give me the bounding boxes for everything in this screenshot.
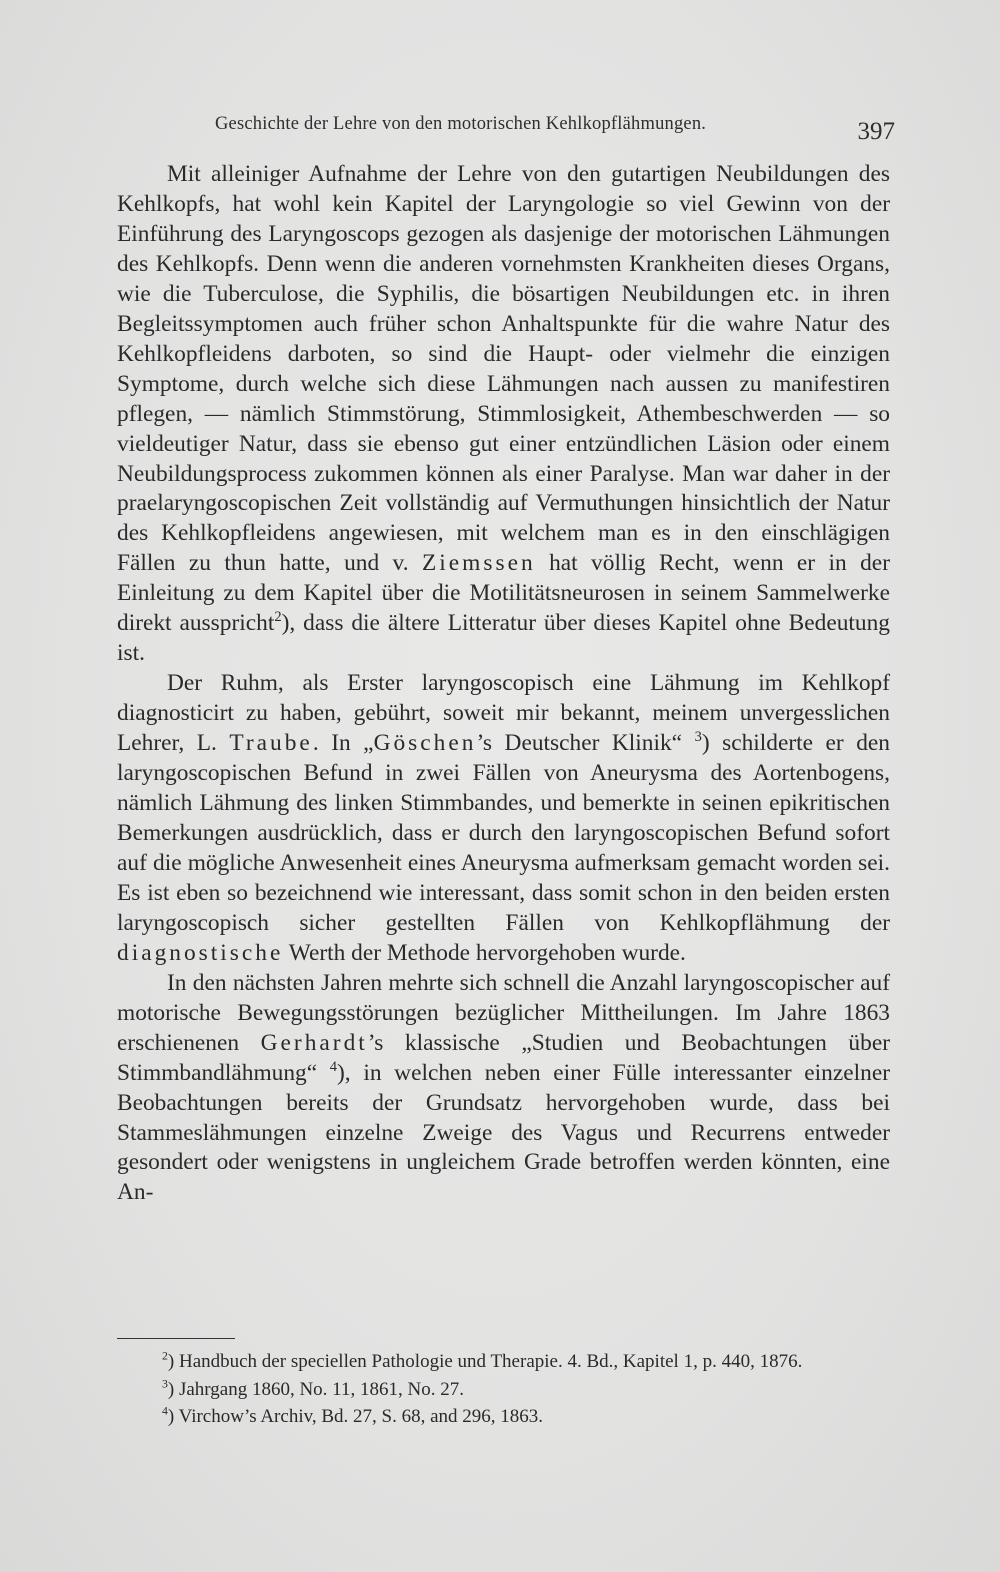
text-segment: ), dass die ältere Litteratur über dieses Kapitel ohne Bedeutung ist.: [117, 610, 890, 667]
author-name-traube: Traube: [229, 730, 313, 757]
page-header: [215, 112, 895, 148]
footnote-reference: 3: [694, 729, 702, 746]
text-segment: Werth der Methode hervorgehoben wurde.: [283, 939, 686, 966]
footnote-marker: 4: [162, 1404, 168, 1418]
text-segment: ), in welchen neben einer Fülle interessanter einzelner Beobachtungen bereits der Grundsatz hervorgehoben wurde, dass bei Stammeslähmungen einzelne Zweige des Vagus und Recurrens entweder gesondert oder wenigstens in ungleichem Grade betroffen werden könnten, eine An-: [117, 1059, 890, 1206]
footnote-marker: 3: [162, 1377, 168, 1391]
footnotes: [117, 1348, 890, 1431]
main-text: [117, 160, 890, 1208]
emphasis-diagnostische: diagnostische: [117, 939, 284, 966]
text-segment: ’s Deutscher Klinik“: [476, 730, 695, 757]
text-segment: Mit alleiniger Aufnahme der Lehre von den gutartigen Neubildungen des Kehlkopfs, hat wohl kein Kapitel der Laryngologie so viel Gewinn von der Einführung des Laryngoscops gezogen als dasjenige der motorischen Lähmungen des Kehlkopfs. Denn wenn die anderen vornehmsten Krankheiten dieses Organs, wie die Tuberculose, die Syphilis, die bösartigen Neubildungen etc. in ihren Begleitssymptomen auch früher schon Anhaltspunkte für die wahre Natur des Kehlkopfleidens darboten, so sind die Haupt- oder vielmehr die einzigen Symptome, durch welche sich diese Lähmungen nach aussen zu manifestiren pflegen, — nämlich Stimmstörung, Stimmlosigkeit, Athembeschwerden — so vieldeutiger Natur, dass sie ebenso gut einer entzündlichen Läsion oder einem Neubildungsprocess zukommen können als einer Paralyse. Man war daher in der praelaryngoscopischen Zeit vollständig auf Vermuthungen hinsichtlich der Natur des Kehlkopfleidens angewiesen, mit welchem man es in den einschlägigen Fällen zu thun hatte, und v.: [117, 161, 890, 577]
author-name-goschen: Göschen: [373, 730, 477, 757]
paragraph-3: [117, 969, 890, 1209]
text-segment: In den nächsten Jahren mehrte sich schnell die Anzahl laryngoscopischer auf motorische Bewegungsstörungen bezüglicher Mittheilungen. Im Jahre 1863 erschienenen: [117, 969, 890, 1056]
footnote-3: [117, 1376, 890, 1404]
footnote-reference: 4: [329, 1058, 338, 1075]
text-segment: . In „: [312, 730, 374, 757]
text-segment: Der Ruhm, als Erster laryngoscopisch eine Lähmung im Kehlkopf diagnosticirt zu haben, gebührt, soweit mir bekannt, meinem unvergesslichen Lehrer, L.: [117, 670, 890, 757]
paragraph-1: [117, 160, 890, 669]
footnote-text: ) Virchow’s Archiv, Bd. 27, S. 68, and 296, 1863.: [167, 1406, 544, 1427]
footnote-text: ) Handbuch der speciellen Pathologie und Therapie. 4. Bd., Kapitel 1, p. 440, 1876.: [167, 1351, 803, 1372]
running-title: Geschichte der Lehre von den motorischen Kehlkopflähmungen.: [215, 114, 707, 134]
footnote-text: ) Jahrgang 1860, No. 11, 1861, No. 27.: [167, 1378, 464, 1400]
text-segment: ) schilderte er den laryngoscopischen Befund in zwei Fällen von Aneurysma des Aortenbogens, nämlich Lähmung des linken Stimmbandes, und bemerkte in seinen epikritischen Bemerkungen ausdrücklich, dass er durch den laryngoscopischen Befund sofort auf die mögliche Anwesenheit eines Aneurysma aufmerksam gemacht worden sei. Es ist eben so bezeichnend wie interessant, dass somit schon in den beiden ersten laryngoscopisch sicher gestellten Fällen von Kehlkopflähmung der: [117, 730, 891, 936]
footnote-reference: 2: [274, 609, 282, 626]
author-name-gerhardt: Gerhardt: [260, 1029, 368, 1056]
text-segment: ’s klassische „Studien und Beobachtungen über Stimmbandlähmung“: [117, 1029, 890, 1086]
footnote-marker: 2: [162, 1349, 168, 1363]
page-number: 397: [857, 118, 895, 145]
paragraph-2: [117, 669, 890, 969]
text-segment: hat völlig Recht, wenn er in der Einleitung zu dem Kapitel über die Motilitätsneurosen in seinem Sammelwerke direkt ausspricht: [117, 550, 890, 637]
author-name-ziemssen: Ziemssen: [422, 550, 536, 577]
footnote-2: [117, 1348, 890, 1376]
footnote-4: [117, 1403, 890, 1431]
footnote-divider: [117, 1338, 235, 1339]
